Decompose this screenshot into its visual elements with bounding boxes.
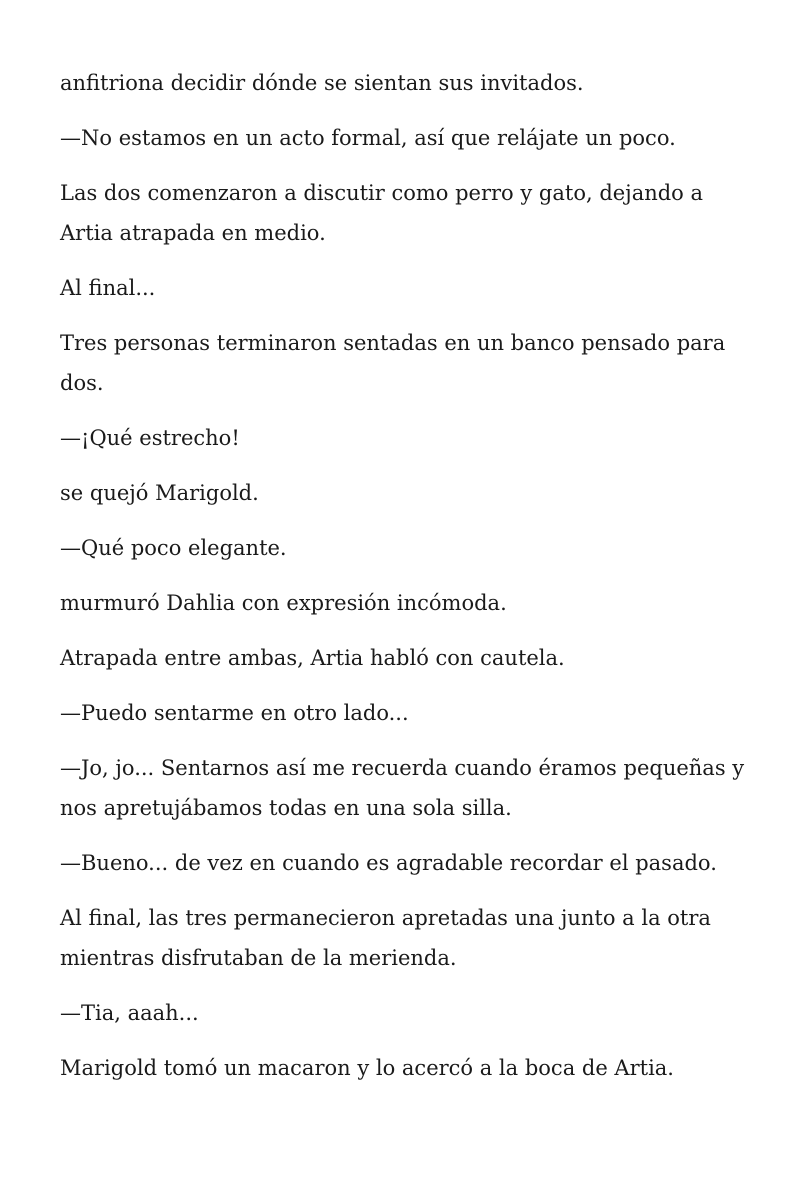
- paragraph: murmuró Dahlia con expresión incómoda.: [60, 591, 507, 615]
- paragraph: Al final, las tres permanecieron apretadas una junto a la otra mientras disfrutaban de la merienda.: [60, 906, 711, 970]
- paragraph: Tres personas terminaron sentadas en un banco pensado para dos.: [60, 331, 726, 395]
- paragraph: —Qué poco elegante.: [60, 536, 287, 560]
- paragraph: —Jo, jo... Sentarnos así me recuerda cuando éramos pequeñas y nos apretujábamos todas en una sola silla.: [60, 756, 745, 820]
- paragraph: —Tia, aaah...: [60, 1001, 199, 1025]
- paragraph: —¡Qué estrecho!: [60, 426, 240, 450]
- paragraph: se quejó Marigold.: [60, 481, 259, 505]
- paragraph: —No estamos en un acto formal, así que relájate un poco.: [60, 126, 676, 150]
- page-text: [60, 63, 750, 1103]
- paragraph: —Puedo sentarme en otro lado...: [60, 701, 409, 725]
- paragraph: —Bueno... de vez en cuando es agradable recordar el pasado.: [60, 851, 717, 875]
- paragraph: Al final...: [60, 276, 156, 300]
- paragraph: Las dos comenzaron a discutir como perro y gato, dejando a Artia atrapada en medio.: [60, 181, 704, 245]
- paragraph: Marigold tomó un macaron y lo acercó a la boca de Artia.: [60, 1056, 674, 1080]
- paragraph: Atrapada entre ambas, Artia habló con cautela.: [60, 646, 565, 670]
- paragraph: anfitriona decidir dónde se sientan sus invitados.: [60, 71, 584, 95]
